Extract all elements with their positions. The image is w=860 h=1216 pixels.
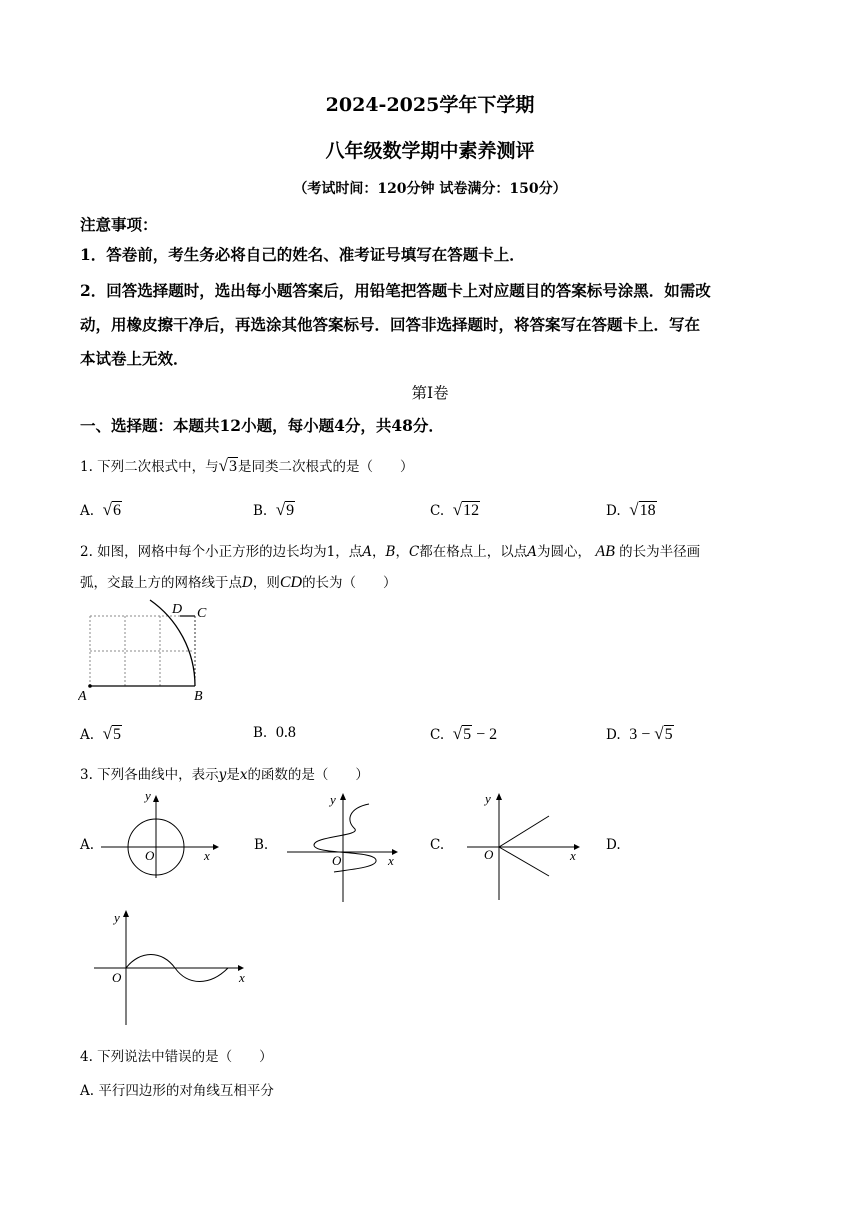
- question-4-stem: 4. 下列说法中错误的是（ ）: [80, 1049, 273, 1065]
- notice-item-2-line-3: 本试卷上无效．: [80, 349, 189, 368]
- question-1-stem: [80, 455, 414, 476]
- svg-text:y: y: [330, 792, 336, 807]
- q2-option-d[interactable]: D. 3 − √5: [606, 724, 673, 743]
- exam-info: （考试时间：120分钟 试卷满分：150分）: [293, 181, 567, 197]
- q1-option-d[interactable]: D. √18: [606, 500, 656, 519]
- s-curve: [314, 804, 376, 872]
- svg-text:O: O: [112, 970, 122, 985]
- volume-title: 第Ⅰ卷: [411, 384, 449, 402]
- question-3-stem: 3. 下列各曲线中，表示y是x的函数的是（ ）: [80, 767, 369, 783]
- ray-up: [499, 816, 549, 847]
- q3-option-d-label[interactable]: D.: [606, 837, 621, 853]
- q4-option-a[interactable]: A. 平行四边形的对角线互相平分: [80, 1083, 274, 1099]
- q3-option-b-label[interactable]: B.: [254, 837, 269, 853]
- svg-text:x: x: [388, 853, 394, 868]
- q3-option-a-label[interactable]: A.: [80, 837, 95, 853]
- label-b: B: [194, 689, 203, 704]
- svg-text:x: x: [570, 848, 576, 863]
- svg-text:x: x: [239, 970, 245, 985]
- q1-option-b[interactable]: B. √9: [253, 500, 295, 519]
- notice-item-2-line-2: 动，用橡皮擦干净后，再选涂其他答案标号．回答非选择题时，将答案写在答题卡上．写在: [80, 315, 701, 334]
- notice-item-2-line-1: 2．回答选择题时，选出每小题答案后，用铅笔把答题卡上对应题目的答案标号涂黑．如需改: [80, 281, 711, 300]
- q1-option-c[interactable]: C. √12: [430, 500, 480, 519]
- q2-grid-figure: [78, 596, 218, 706]
- svg-text:y: y: [485, 791, 491, 806]
- q1-stem-post: 是同类二次根式的是（ ）: [238, 459, 414, 475]
- q3-option-c-label[interactable]: C.: [430, 837, 445, 853]
- q3-graph-d: [90, 905, 255, 1030]
- q2-option-a[interactable]: A. √5: [80, 724, 121, 743]
- q2-option-b[interactable]: B. 0.8: [253, 724, 296, 741]
- notice-heading: 注意事项：: [80, 215, 158, 234]
- q1-stem-pre: 1. 下列二次根式中，与: [80, 459, 219, 475]
- q1-option-a[interactable]: A. √6: [80, 500, 121, 519]
- q3-graph-a: [98, 790, 223, 880]
- svg-text:O: O: [484, 847, 494, 862]
- q3-graph-c: [462, 790, 587, 905]
- svg-text:O: O: [145, 848, 155, 863]
- q2-option-c[interactable]: C. √5 − 2: [430, 724, 498, 743]
- notice-item-1: 1．答卷前，考生务必将自己的姓名、准考证号填写在答题卡上．: [80, 245, 525, 264]
- exam-year-title: 2024-2025学年下学期: [325, 94, 535, 116]
- svg-text:x: x: [204, 848, 210, 863]
- label-d: D: [172, 602, 183, 617]
- question-2-stem-line-1: 2. 如图，网格中每个小正方形的边长均为1，点A，B，C都在格点上，以点A为圆心， AB 的长为半径画: [80, 543, 701, 560]
- svg-text:y: y: [145, 790, 151, 803]
- label-c: C: [197, 606, 207, 621]
- ray-down: [499, 847, 549, 876]
- label-a: A: [78, 689, 87, 704]
- svg-text:O: O: [332, 853, 342, 868]
- question-2-stem-line-2: 弧，交最上方的网格线于点D，则CD的长为（ ）: [80, 574, 397, 591]
- section-1-heading: 一、选择题：本题共12小题，每小题4分，共48分．: [80, 416, 444, 435]
- svg-text:y: y: [114, 910, 120, 925]
- q3-graph-b: [284, 790, 409, 905]
- q1-radical: √3: [218, 456, 238, 475]
- exam-title: 八年级数学期中素养测评: [325, 140, 535, 162]
